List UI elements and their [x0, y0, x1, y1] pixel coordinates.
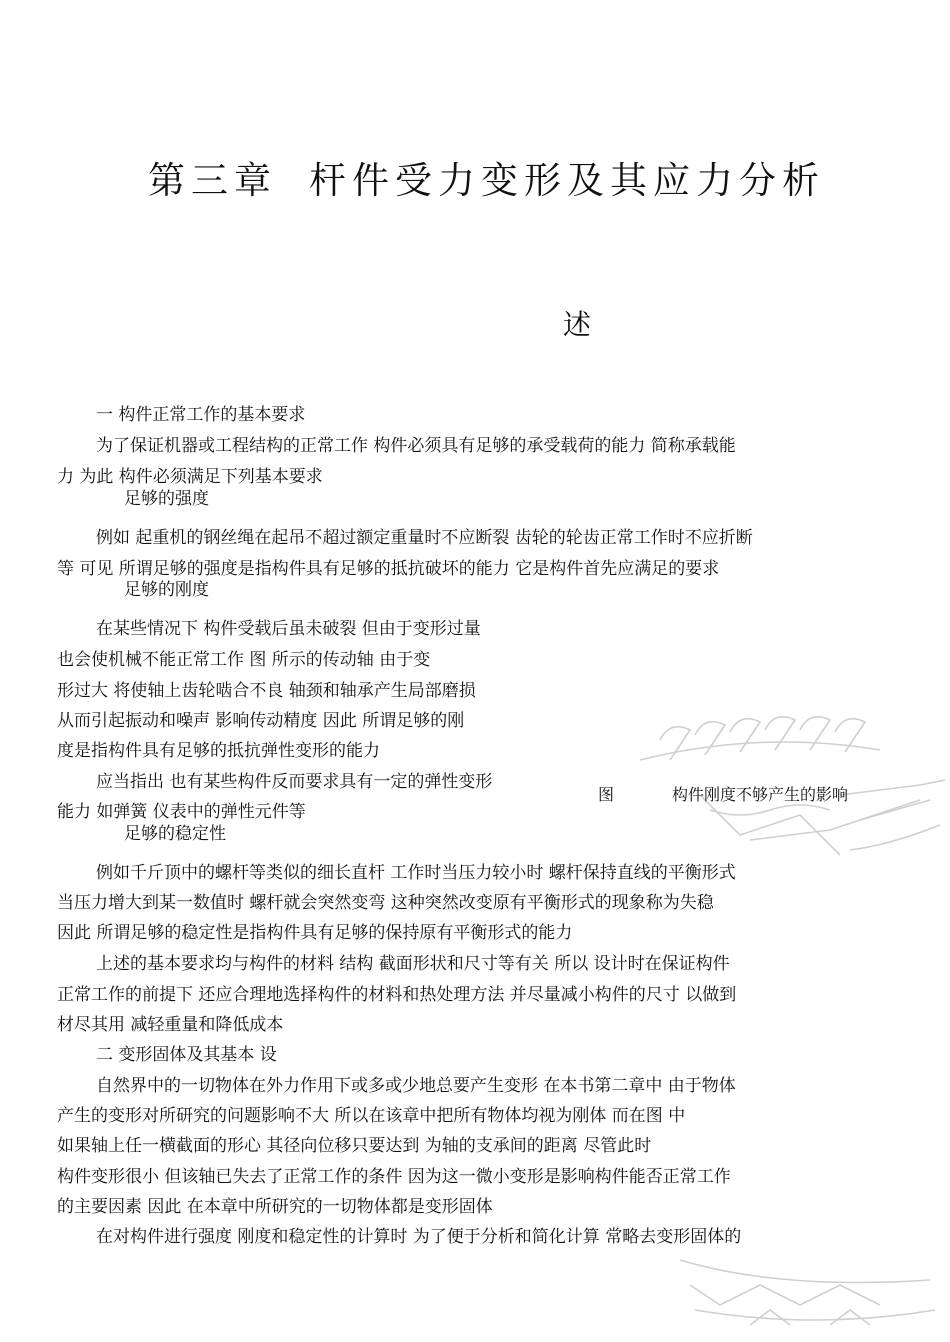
chapter-number: 第三章: [148, 159, 277, 202]
section-heading: 述: [563, 308, 592, 341]
figure-caption-prefix: 图: [598, 785, 615, 804]
text-line: 二 变形固体及其基本 设: [96, 1045, 277, 1065]
text-line: 度是指构件具有足够的抵抗弹性变形的能力: [57, 741, 380, 761]
text-line: 一 构件正常工作的基本要求: [96, 405, 306, 425]
chapter-title: [148, 150, 825, 204]
text-line: 足够的刚度: [124, 580, 209, 600]
text-line: 在对构件进行强度 刚度和稳定性的计算时 为了便于分析和简化计算 常略去变形固体的: [96, 1227, 742, 1247]
text-line: 在某些情况下 构件受载后虽未破裂 但由于变形过量: [96, 619, 481, 639]
text-line: 构件变形很小 但该轴已失去了正常工作的条件 因为这一微小变形是影响构件能否正常工作: [57, 1167, 731, 1187]
text-line: 形过大 将使轴上齿轮啮合不良 轴颈和轴承产生局部磨损: [57, 681, 476, 701]
text-line: 能力 如弹簧 仪表中的弹性元件等: [57, 802, 306, 822]
text-line: 上述的基本要求均与构件的材料 结构 截面形状和尺寸等有关 所以 设计时在保证构件: [96, 954, 730, 974]
text-line: 从而引起振动和噪声 影响传动精度 因此 所谓足够的刚: [57, 711, 465, 731]
chapter-name: 杆件受力变形及其应力分析: [309, 159, 825, 202]
text-line: 的主要因素 因此 在本章中所研究的一切物体都是变形固体: [57, 1197, 493, 1217]
text-line: 材尽其用 减轻重量和降低成本: [57, 1015, 284, 1035]
text-line: 自然界中的一切物体在外力作用下或多或少地总要产生变形 在本书第二章中 由于物体: [96, 1076, 736, 1096]
text-line: 正常工作的前提下 还应合理地选择构件的材料和热处理方法 并尽量减小构件的尺寸 以做到: [57, 985, 737, 1005]
text-line: 也会使机械不能正常工作 图 所示的传动轴 由于变: [57, 650, 431, 670]
text-line: 产生的变形对所研究的问题影响不大 所以在该章中把所有物体均视为刚体 而在图 中: [57, 1106, 686, 1126]
text-line: 因此 所谓足够的稳定性是指构件具有足够的保持原有平衡形式的能力: [57, 923, 573, 943]
text-line: 为了保证机器或工程结构的正常工作 构件必须具有足够的承受载荷的能力 简称承载能: [96, 436, 736, 456]
text-line: 足够的强度: [124, 489, 209, 509]
text-line: 如果轴上任一横截面的形心 其径向位移只要达到 为轴的支承间的距离 尽管此时: [57, 1136, 652, 1156]
text-line: 力 为此 构件必须满足下列基本要求: [57, 467, 323, 487]
text-line: 例如千斤顶中的螺杆等类似的细长直杆 工作时当压力较小时 螺杆保持直线的平衡形式: [96, 863, 736, 883]
text-line: 当压力增大到某一数值时 螺杆就会突然变弯 这种突然改变原有平衡形式的现象称为失稳: [57, 893, 714, 913]
figure-caption: 构件刚度不够产生的影响: [672, 785, 849, 804]
text-line: 应当指出 也有某些构件反而要求具有一定的弹性变形: [96, 772, 493, 792]
text-line: 等 可见 所谓足够的强度是指构件具有足够的抵抗破坏的能力 它是构件首先应满足的要求: [57, 559, 720, 579]
text-line: 足够的稳定性: [124, 824, 226, 844]
text-line: 例如 起重机的钢丝绳在起吊不超过额定重量时不应断裂 齿轮的轮齿正常工作时不应折断: [96, 528, 753, 548]
